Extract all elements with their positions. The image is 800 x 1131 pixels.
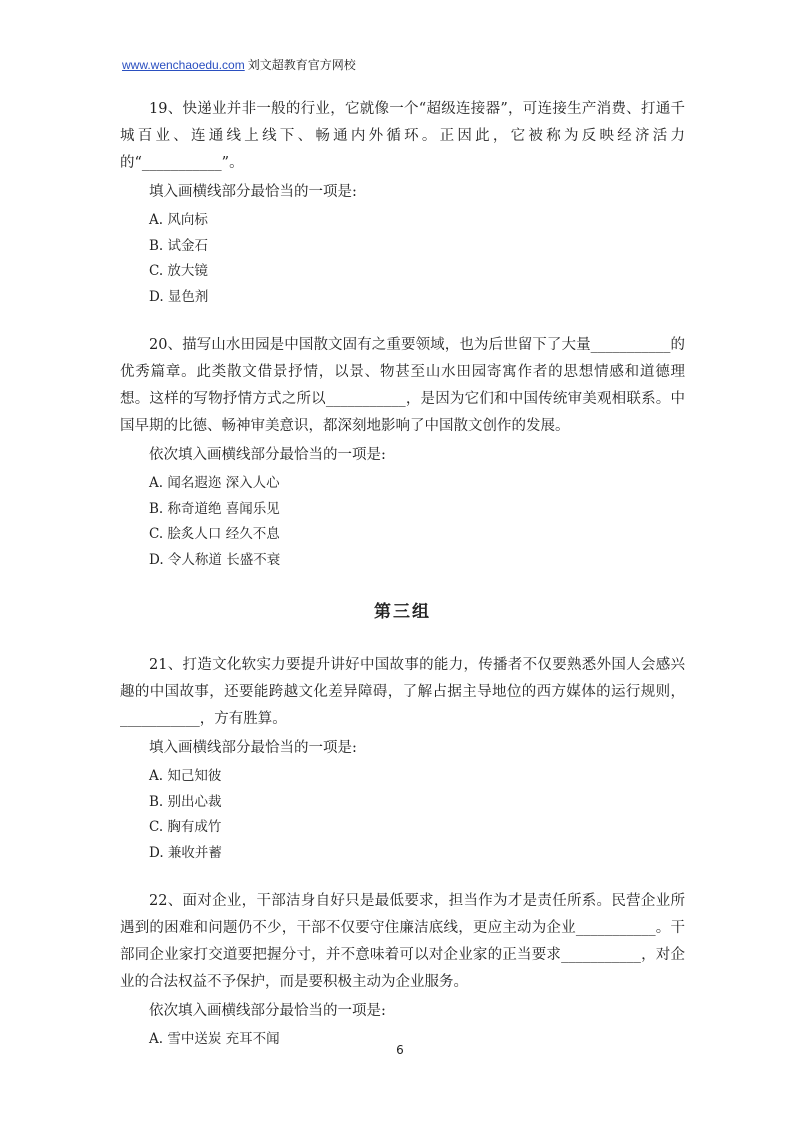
question-prompt: 填入画横线部分最恰当的一项是: bbox=[149, 740, 357, 756]
option-c: C. 脍炙人口 经久不息 bbox=[149, 526, 280, 542]
option-c: C. 胸有成竹 bbox=[149, 819, 222, 835]
question-stem: 21、打造文化软实力要提升讲好中国故事的能力，传播者不仅要熟悉外国人会感兴趣的中国故事，还要能跨越文化差异障碍，了解占据主导地位的西方媒体的运行规则，___________，方有胜算。 bbox=[120, 657, 685, 727]
question-stem: 19、快递业并非一般的行业，它就像一个“超级连接器”，可连接生产消费、打通千城百业、连通线上线下、畅通内外循环。正因此，它被称为反映经济活力的“___________”。 bbox=[120, 101, 685, 171]
option-a: A. 风向标 bbox=[149, 212, 208, 228]
option-c: C. 放大镜 bbox=[149, 263, 208, 279]
group-title: 第三组 bbox=[374, 602, 431, 622]
option-b: B. 称奇道绝 喜闻乐见 bbox=[149, 500, 280, 517]
page-number: 6 bbox=[396, 1043, 404, 1057]
question-19 bbox=[120, 96, 685, 310]
question-22 bbox=[120, 888, 685, 1053]
option-a: A. 闻名遐迩 深入人心 bbox=[149, 475, 280, 491]
question-prompt: 依次填入画横线部分最恰当的一项是: bbox=[149, 447, 386, 463]
question-21 bbox=[120, 652, 685, 866]
question-prompt: 依次填入画横线部分最恰当的一项是: bbox=[149, 1003, 386, 1019]
option-b: B. 试金石 bbox=[149, 237, 209, 254]
question-stem: 22、面对企业，干部洁身自好只是最低要求，担当作为才是责任所系。民营企业所遇到的困难和问题仍不少，干部不仅要守住廉洁底线，更应主动为企业___________。干部同企业家打交道要把握分寸，并不意味着可以对企业家的正当要求___________，对企业的合法权益不予保护，而是要积极主动为企业服务。 bbox=[120, 893, 685, 990]
school-name: 刘文超教育官方网校 bbox=[247, 58, 356, 72]
option-d: D. 显色剂 bbox=[149, 288, 209, 305]
question-20 bbox=[120, 332, 685, 573]
option-d: D. 兼收并蓄 bbox=[149, 844, 222, 861]
option-a: A. 知己知彼 bbox=[149, 768, 222, 784]
option-b: B. 别出心裁 bbox=[149, 793, 222, 810]
option-d: D. 令人称道 长盛不衰 bbox=[149, 551, 281, 568]
option-a: A. 雪中送炭 充耳不闻 bbox=[149, 1031, 280, 1047]
website-link[interactable]: www.wenchaoedu.com bbox=[122, 58, 245, 72]
page-header bbox=[122, 56, 356, 73]
question-stem: 20、描写山水田园是中国散文固有之重要领域，也为后世留下了大量___________的优秀篇章。此类散文借景抒情，以景、物甚至山水田园寄寓作者的思想情感和道德理想。这样的写物抒情方式之所以___________，是因为它们和中国传统审美观相联系。中国早期的比德、畅神审美意识，都深刻地影响了中国散文创作的发展。 bbox=[120, 337, 685, 434]
page-content bbox=[120, 96, 685, 1075]
question-prompt: 填入画横线部分最恰当的一项是: bbox=[149, 184, 357, 200]
